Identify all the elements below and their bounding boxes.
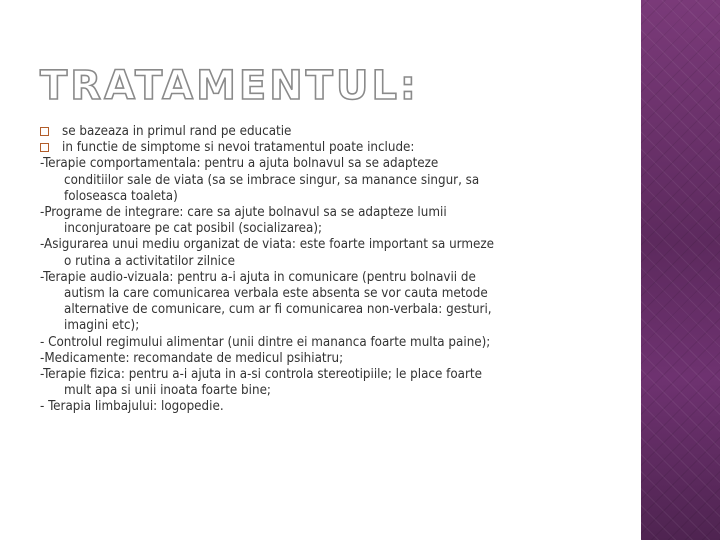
treatment-item <box>40 270 600 335</box>
item-line: inconjuratoare pe cat posibil (socializarea); <box>64 221 323 237</box>
treatment-item <box>40 237 600 269</box>
item-line: -Programe de integrare: care sa ajute bolnavul sa se adapteze lumii <box>40 205 447 221</box>
item-line: -Terapie audio-vizuala: pentru a-i ajuta in comunicare (pentru bolnavii de <box>40 269 476 285</box>
square-bullet-icon <box>40 143 49 152</box>
treatment-item <box>40 205 600 237</box>
item-line: -Terapie comportamentala: pentru a ajuta bolnavul sa se adapteze <box>40 156 439 172</box>
item-line: autism la care comunicarea verbala este absenta se vor cauta metode <box>64 286 488 302</box>
item-line: -Asigurarea unui mediu organizat de viata: este foarte important sa urmeze <box>40 237 494 253</box>
slide-title: TRATAMENTUL: <box>40 63 419 109</box>
square-bullet-icon <box>40 127 49 136</box>
item-line: - Controlul regimului alimentar (unii dintre ei mananca foarte multa paine); <box>40 334 491 350</box>
bullet-item <box>40 140 600 156</box>
slide-body <box>40 124 600 416</box>
item-line: -Medicamente: recomandate de medicul psihiatru; <box>40 350 344 366</box>
item-line: -Terapie fizica: pentru a-i ajuta in a-si controla stereotipiile; le place foarte <box>40 367 482 383</box>
bullet-text: in functie de simptome si nevoi tratamentul poate include: <box>62 140 415 156</box>
item-line: foloseasca toaleta) <box>64 188 178 204</box>
item-line: - Terapia limbajului: logopedie. <box>40 399 224 415</box>
item-line: o rutina a activitatilor zilnice <box>64 253 235 269</box>
treatment-item <box>40 335 600 351</box>
item-line: imagini etc); <box>64 318 140 334</box>
treatment-item <box>40 156 600 205</box>
item-line: alternative de comunicare, cum ar fi comunicarea non-verbala: gesturi, <box>64 302 492 318</box>
item-line: mult apa si unii inoata foarte bine; <box>64 383 271 399</box>
treatment-item <box>40 399 600 415</box>
decorative-purple-band <box>641 0 720 540</box>
treatment-item <box>40 367 600 399</box>
treatment-item <box>40 351 600 367</box>
bullet-text: se bazeaza in primul rand pe educatie <box>62 124 292 139</box>
bullet-item <box>40 124 600 140</box>
item-line: conditiilor sale de viata (sa se imbrace singur, sa manance singur, sa <box>64 172 480 188</box>
